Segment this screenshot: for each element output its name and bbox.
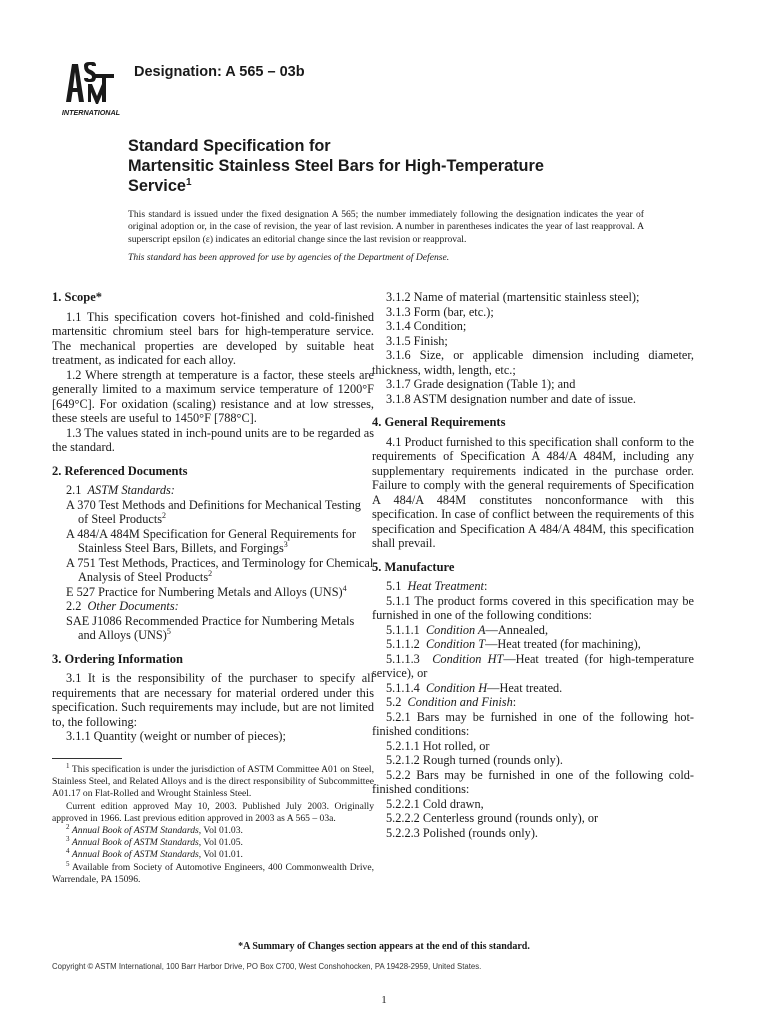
paragraph-4-1: 4.1 Product furnished to this specification shall conform to the requirements of Specification A 484/A 484M, including any supplementary requirements indicated in the purchase order. Failure to comply with the general requirements of Specification A 484/A 484M constitutes nonconformance with this specification. In case of conflict between the requirements of this specification and Specification A 484/A 484M, this specification shall prevail. (372, 434, 694, 550)
item-5-2-2-2: 5.2.2.2 Centerless ground (rounds only), or (386, 811, 599, 825)
footnotes (52, 764, 374, 886)
item-3-1-8: 3.1.8 ASTM designation number and date of issue. (386, 391, 637, 406)
paragraph-5-2-2: 5.2.2 Bars may be furnished in one of the following cold-finished conditions: (372, 767, 694, 796)
title-footnote-mark: 1 (185, 177, 192, 188)
condition-t: 5.1.1.2 Condition T—Heat treated (for machining), (386, 637, 641, 651)
section-heading-manufacture: 5. Manufacture (372, 559, 455, 574)
paragraph-3-1: 3.1 It is the responsibility of the purchaser to specify all requirements that are necessary for material ordered under this specification. Such requirements may include, but are not limited to, the following: (52, 671, 374, 729)
section-heading-referenced: 2. Referenced Documents (52, 463, 188, 478)
page-number: 1 (381, 994, 387, 1006)
title-line-2: Martensitic Stainless Steel Bars for High-Temperature (128, 157, 544, 175)
item-3-1-3: 3.1.3 Form (bar, etc.); (386, 304, 494, 319)
copyright-line: Copyright © ASTM International, 100 Barr Harbor Drive, PO Box C700, West Conshohocken, PA 19428-2959, United States. (52, 962, 482, 971)
subsection-2-1: 2.1 ASTM Standards: (66, 483, 175, 497)
section-heading-general: 4. General Requirements (372, 415, 506, 429)
reference-a484: A 484/A 484M Specification for General Requirements for Stainless Steel Bars, Billets, and Forgings$^3$ (66, 526, 356, 555)
footnote-4: $^4$ Annual Book of ASTM Standards, Vol 01.01. (66, 847, 243, 861)
footnote-3: $^3$ Annual Book of ASTM Standards, Vol 01.05. (66, 835, 243, 849)
footnote-2: $^2$ Annual Book of ASTM Standards, Vol 01.03. (66, 823, 243, 837)
reference-a751: A 751 Test Methods, Practices, and Terminology for Chemical Analysis of Steel Products$^2$ (66, 555, 374, 584)
section-heading-scope: 1. Scope* (52, 290, 102, 304)
item-5-2-2-3: 5.2.2.3 Polished (rounds only). (386, 825, 538, 840)
right-column (372, 290, 694, 840)
reference-e527: E 527 Practice for Numbering Metals and Alloys (UNS)$^4$ (66, 583, 347, 599)
item-3-1-5: 3.1.5 Finish; (386, 333, 448, 348)
paragraph-1-1: 1.1 This specification covers hot-finished and cold-finished martensitic chromium steel bars for high-temperature service. The mechanical properties are developed by suitable heat treatment, as indicated for each alloy. (52, 309, 374, 367)
subsection-5-1: 5.1 Heat Treatment: (386, 579, 488, 593)
reference-a370: A 370 Test Methods and Definitions for Mechanical Testing of Steel Products$^2$ (66, 497, 361, 526)
item-3-1-6: 3.1.6 Size, or applicable dimension including diameter, thickness, width, length, etc.; (372, 348, 694, 377)
item-3-1-1: 3.1.1 Quantity (weight or number of pieces); (66, 729, 286, 743)
dod-approval-note: This standard has been approved for use by agencies of the Department of Defense. (128, 252, 450, 263)
footnote-rule (52, 758, 122, 759)
section-heading-ordering: 3. Ordering Information (52, 651, 183, 666)
title-line-1: Standard Specification for (128, 137, 331, 155)
document-title (128, 136, 688, 196)
reference-sae-j1086: SAE J1086 Recommended Practice for Numbering Metals and Alloys (UNS)$^5$ (66, 613, 355, 642)
astm-logo (58, 52, 124, 118)
item-3-1-7: 3.1.7 Grade designation (Table 1); and (386, 377, 576, 391)
left-column (52, 290, 374, 744)
summary-of-changes-note: *A Summary of Changes section appears at the end of this standard. (238, 941, 530, 952)
issuance-notice: This standard is issued under the fixed designation A 565; the number immediately following the designation indicates the year of original adoption or, in the case of revision, the year of last revision. A number in parentheses indicates the year of last reapproval. A superscript epsilon (ε) indicates an editorial change since the last revision or reapproval. (128, 209, 644, 245)
paragraph-1-3: 1.3 The values stated in inch-pound units are to be regarded as the standard. (52, 425, 374, 454)
subsection-5-2: 5.2 Condition and Finish: (386, 695, 517, 709)
designation: Designation: A 565 – 03b (134, 64, 305, 80)
condition-a: 5.1.1.1 Condition A—Annealed, (386, 622, 549, 637)
title-line-3: Service$^1$ (128, 177, 192, 195)
paragraph-5-1-1: 5.1.1 The product forms covered in this specification may be furnished in one of the following conditions: (372, 593, 694, 622)
subsection-2-2: 2.2 Other Documents: (66, 599, 179, 613)
footnote-5: $^5$ Available from Society of Automotive Engineers, 400 Commonwealth Drive, Warrendale, PA 15096. (52, 859, 374, 885)
svg-text:INTERNATIONAL: INTERNATIONAL (61, 108, 121, 117)
item-3-1-4: 3.1.4 Condition; (386, 319, 467, 333)
condition-ht: 5.1.1.3 Condition HT—Heat treated (for high-temperature service), or (372, 651, 694, 680)
item-5-2-1-1: 5.2.1.1 Hot rolled, or (386, 738, 490, 753)
paragraph-1-2: 1.2 Where strength at temperature is a factor, these steels are generally limited to a maximum service temperature of 1200°F [649°C]. For oxidation (scaling) resistance and at low stresses, these steels are useful to 1450°F [788°C]. (52, 367, 374, 425)
item-3-1-2: 3.1.2 Name of material (martensitic stainless steel); (386, 290, 640, 304)
condition-h: 5.1.1.4 Condition H—Heat treated. (386, 680, 563, 695)
item-5-2-2-1: 5.2.2.1 Cold drawn, (386, 796, 484, 811)
paragraph-5-2-1: 5.2.1 Bars may be furnished in one of the following hot-finished conditions: (372, 709, 694, 738)
item-5-2-1-2: 5.2.1.2 Rough turned (rounds only). (386, 753, 563, 767)
footnote-1: $^1$ This specification is under the jurisdiction of ASTM Committee A01 on Steel, Stainless Steel, and Related Alloys and is the direct responsibility of Subcommittee A01.17 on Flat-Rolled and Wrought Stainless Steel. (52, 762, 374, 800)
footnote-1-edition: Current edition approved May 10, 2003. Published July 2003. Originally approved in 1966. Last previous edition approved in 2003 as A 565 – 03a. (52, 800, 374, 824)
